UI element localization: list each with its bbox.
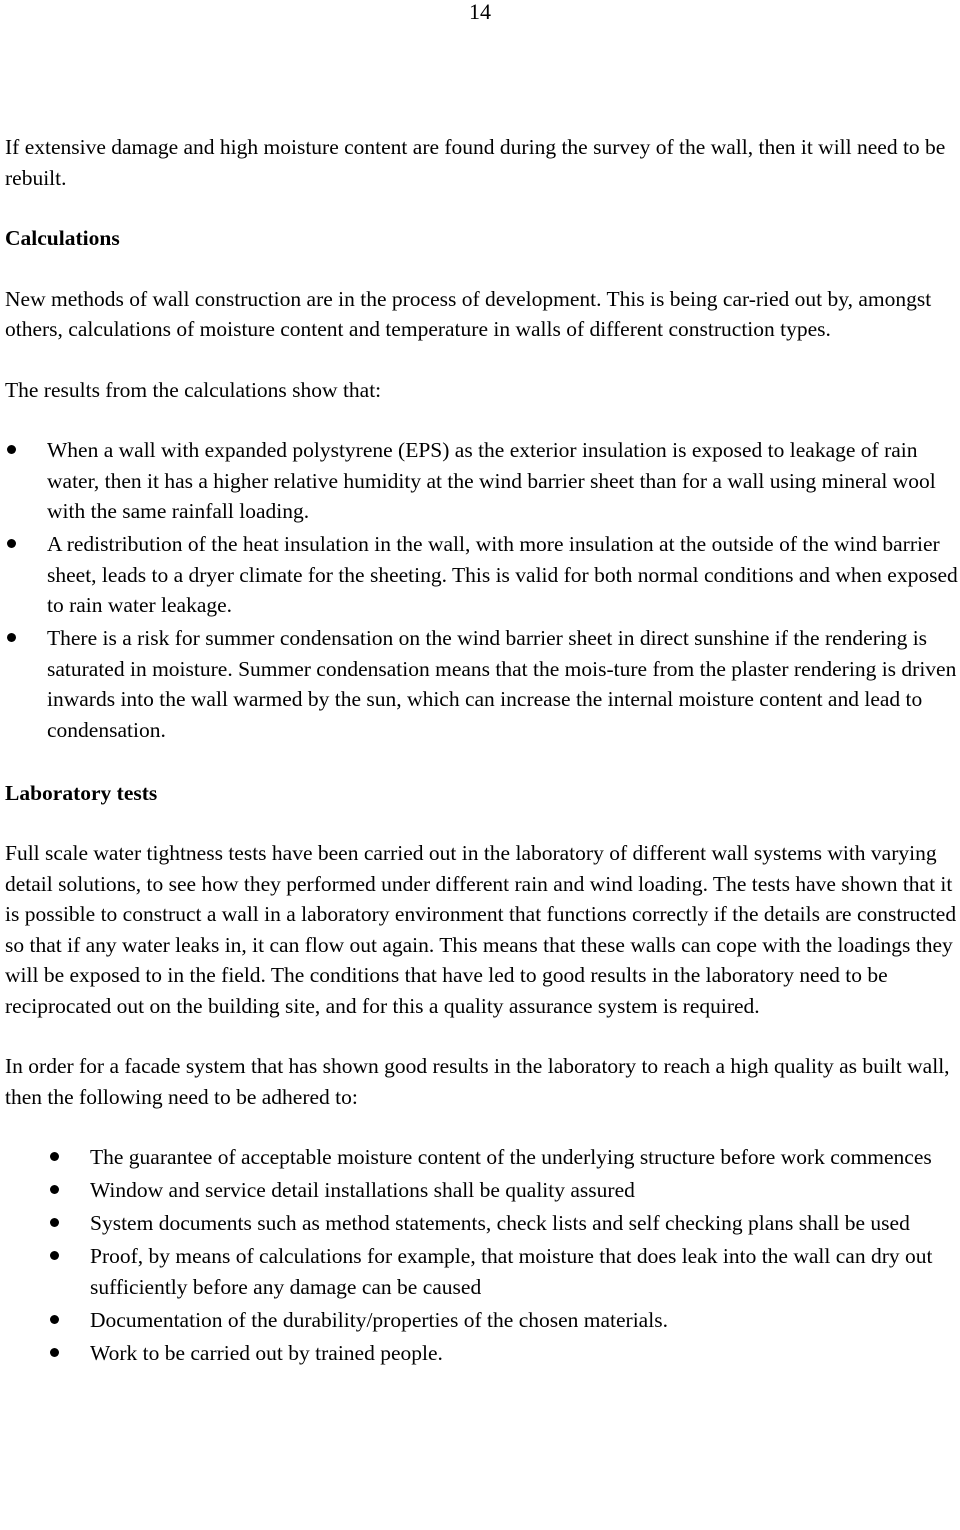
requirements-intro: In order for a facade system that has shown good results in the laboratory to reach a high quality as built wall, then the following need to be adhered to:: [5, 1054, 950, 1109]
spacer: [5, 1112, 960, 1142]
requirements-list: [5, 1142, 960, 1368]
calculations-heading: Calculations: [5, 226, 120, 250]
list-item: There is a risk for summer condensation on the wind barrier sheet in direct sunshine if the rendering is saturated in moisture. Summer condensation means that the mois-ture from the plaster rendering is driven inwards into the wall warmed by the sun, which can increase the internal moisture content and lead to condensation.: [5, 623, 960, 745]
page-number: 14: [469, 0, 491, 24]
results-intro: The results from the calculations show that:: [5, 377, 382, 402]
spacer: [5, 748, 960, 778]
list-item: The guarantee of acceptable moisture content of the underlying structure before work commences: [5, 1142, 960, 1173]
list-item: A redistribution of the heat insulation in the wall, with more insulation at the outside of the wind barrier sheet, leads to a dryer climate for the sheeting. This is valid for both normal conditions and when exposed to rain water leakage.: [5, 529, 960, 621]
list-item: Documentation of the durability/properties of the chosen materials.: [5, 1305, 960, 1336]
list-item: Work to be carried out by trained people.: [5, 1338, 960, 1369]
laboratory-heading: Laboratory tests: [5, 780, 158, 805]
calculation-results-list: [5, 435, 960, 745]
calculations-paragraph: New methods of wall construction are in the process of development. This is being car-ried out by, amongst others, calculations of moisture content and temperature in walls of different construction types.: [5, 286, 932, 341]
spacer: [5, 405, 960, 435]
spacer: [5, 345, 960, 375]
spacer: [5, 1021, 960, 1051]
intro-paragraph: If extensive damage and high moisture content are found during the survey of the wall, then it will need to be rebuilt.: [5, 135, 946, 190]
spacer: [5, 808, 960, 838]
spacer: [5, 193, 960, 223]
spacer: [5, 254, 960, 284]
list-item: When a wall with expanded polystyrene (EPS) as the exterior insulation is exposed to leakage of rain water, then it has a higher relative humidity at the wind barrier sheet than for a wall using mineral wool with the same rainfall loading.: [5, 435, 960, 527]
list-item: Proof, by means of calculations for example, that moisture that does leak into the wall can dry out sufficiently before any damage can be caused: [5, 1241, 960, 1302]
laboratory-paragraph: Full scale water tightness tests have been carried out in the laboratory of different wall systems with varying detail solutions, to see how they performed under different rain and wind loading. The tests have shown that it is possible to construct a wall in a laboratory environment that functions correctly if the details are constructed so that if any water leaks in, it can flow out again. This means that these walls can cope with the loadings they will be exposed to in the field. The conditions that have led to good results in the laboratory need to be reciprocated out on the building site, and for this a quality assurance system is required.: [5, 841, 957, 1018]
document-body: [5, 132, 960, 1371]
list-item: Window and service detail installations shall be quality assured: [5, 1175, 960, 1206]
list-item: System documents such as method statements, check lists and self checking plans shall be used: [5, 1208, 960, 1239]
